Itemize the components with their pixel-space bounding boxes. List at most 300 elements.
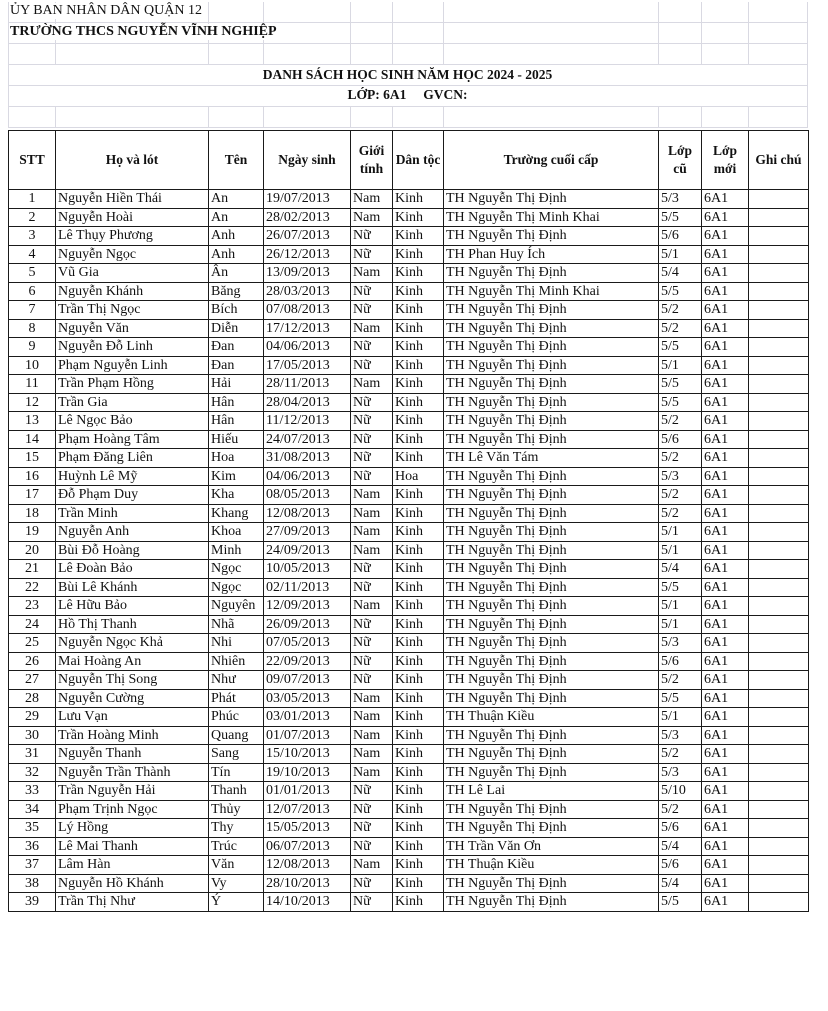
cell-lop-cu: 5/2 (659, 800, 702, 819)
cell-gioi-tinh: Nữ (351, 671, 393, 690)
cell-stt: 32 (9, 763, 56, 782)
cell-ngay-sinh: 28/10/2013 (264, 874, 351, 893)
table-row (9, 819, 809, 838)
cell-truong-cuoi-cap: TH Nguyễn Thị Định (444, 689, 659, 708)
cell-ho-va-lot: Nguyễn Trần Thành (56, 763, 209, 782)
cell-ten: Băng (209, 282, 264, 301)
cell-lop-moi: 6A1 (702, 375, 749, 394)
table-row (9, 467, 809, 486)
cell-ho-va-lot: Hồ Thị Thanh (56, 615, 209, 634)
cell-lop-cu: 5/5 (659, 208, 702, 227)
cell-truong-cuoi-cap: TH Trần Văn Ơn (444, 837, 659, 856)
cell-ghi-chu (749, 319, 809, 338)
cell-lop-moi: 6A1 (702, 837, 749, 856)
cell-lop-cu: 5/6 (659, 856, 702, 875)
cell-ghi-chu (749, 856, 809, 875)
cell-stt: 33 (9, 782, 56, 801)
cell-gioi-tinh: Nữ (351, 819, 393, 838)
cell-gioi-tinh: Nam (351, 763, 393, 782)
cell-lop-moi: 6A1 (702, 819, 749, 838)
table-body (9, 190, 809, 912)
cell-ho-va-lot: Lê Ngọc Bảo (56, 412, 209, 431)
sheet-row-title (8, 65, 808, 86)
cell-lop-moi: 6A1 (702, 393, 749, 412)
cell-lop-moi: 6A1 (702, 227, 749, 246)
cell-dan-toc: Kinh (393, 763, 444, 782)
sheet-row-2 (8, 23, 808, 44)
cell-dan-toc: Kinh (393, 708, 444, 727)
cell-ghi-chu (749, 615, 809, 634)
cell-ngay-sinh: 19/10/2013 (264, 763, 351, 782)
cell-dan-toc: Kinh (393, 689, 444, 708)
cell-lop-cu: 5/1 (659, 597, 702, 616)
cell-ten: Ngọc (209, 560, 264, 579)
cell-ghi-chu (749, 874, 809, 893)
cell-stt: 9 (9, 338, 56, 357)
cell-ghi-chu (749, 486, 809, 505)
cell-truong-cuoi-cap: TH Nguyễn Thị Định (444, 615, 659, 634)
cell-ten: Diễn (209, 319, 264, 338)
cell-ten: An (209, 190, 264, 209)
cell-ghi-chu (749, 708, 809, 727)
cell-ngay-sinh: 27/09/2013 (264, 523, 351, 542)
cell-truong-cuoi-cap: TH Nguyễn Thị Định (444, 726, 659, 745)
table-row (9, 393, 809, 412)
cell-ten: Trúc (209, 837, 264, 856)
cell-truong-cuoi-cap: TH Nguyễn Thị Minh Khai (444, 208, 659, 227)
cell-gioi-tinh: Nữ (351, 412, 393, 431)
cell-lop-moi: 6A1 (702, 560, 749, 579)
cell-gioi-tinh: Nam (351, 597, 393, 616)
cell-ho-va-lot: Trần Nguyễn Hải (56, 782, 209, 801)
cell-lop-cu: 5/5 (659, 578, 702, 597)
cell-gioi-tinh: Nam (351, 504, 393, 523)
cell-ngay-sinh: 31/08/2013 (264, 449, 351, 468)
cell-gioi-tinh: Nam (351, 708, 393, 727)
cell-dan-toc: Kinh (393, 578, 444, 597)
cell-lop-moi: 6A1 (702, 652, 749, 671)
cell-lop-cu: 5/2 (659, 504, 702, 523)
cell-gioi-tinh: Nữ (351, 874, 393, 893)
cell-ho-va-lot: Nguyễn Thị Song (56, 671, 209, 690)
cell-stt: 16 (9, 467, 56, 486)
cell-stt: 25 (9, 634, 56, 653)
cell-ghi-chu (749, 264, 809, 283)
cell-lop-cu: 5/2 (659, 745, 702, 764)
cell-lop-moi: 6A1 (702, 338, 749, 357)
table-row (9, 282, 809, 301)
cell-ghi-chu (749, 467, 809, 486)
cell-lop-moi: 6A1 (702, 486, 749, 505)
cell-stt: 36 (9, 837, 56, 856)
cell-ngay-sinh: 26/07/2013 (264, 227, 351, 246)
cell-ho-va-lot: Trần Thị Như (56, 893, 209, 912)
cell-gioi-tinh: Nữ (351, 893, 393, 912)
cell-truong-cuoi-cap: TH Lê Văn Tám (444, 449, 659, 468)
cell-lop-cu: 5/6 (659, 430, 702, 449)
cell-ho-va-lot: Nguyễn Hiền Thái (56, 190, 209, 209)
cell-lop-cu: 5/3 (659, 634, 702, 653)
cell-ten: Vy (209, 874, 264, 893)
cell-lop-cu: 5/5 (659, 338, 702, 357)
cell-ghi-chu (749, 245, 809, 264)
cell-dan-toc: Kinh (393, 208, 444, 227)
cell-ten: Kha (209, 486, 264, 505)
cell-stt: 4 (9, 245, 56, 264)
cell-ghi-chu (749, 430, 809, 449)
cell-ngay-sinh: 04/06/2013 (264, 467, 351, 486)
cell-ho-va-lot: Huỳnh Lê Mỹ (56, 467, 209, 486)
cell-ngay-sinh: 04/06/2013 (264, 338, 351, 357)
cell-ghi-chu (749, 523, 809, 542)
cell-gioi-tinh: Nữ (351, 227, 393, 246)
cell-lop-cu: 5/5 (659, 893, 702, 912)
cell-ngay-sinh: 07/08/2013 (264, 301, 351, 320)
cell-ten: Đan (209, 338, 264, 357)
cell-ho-va-lot: Phạm Đăng Liên (56, 449, 209, 468)
cell-ho-va-lot: Nguyễn Hoài (56, 208, 209, 227)
cell-ten: Ý (209, 893, 264, 912)
cell-lop-cu: 5/6 (659, 819, 702, 838)
table-row (9, 634, 809, 653)
cell-gioi-tinh: Nữ (351, 800, 393, 819)
table-row (9, 541, 809, 560)
table-row (9, 264, 809, 283)
table-row (9, 856, 809, 875)
cell-ngay-sinh: 07/05/2013 (264, 634, 351, 653)
cell-truong-cuoi-cap: TH Nguyễn Thị Định (444, 541, 659, 560)
cell-lop-moi: 6A1 (702, 856, 749, 875)
cell-ghi-chu (749, 449, 809, 468)
cell-gioi-tinh: Nữ (351, 430, 393, 449)
cell-lop-cu: 5/2 (659, 671, 702, 690)
cell-dan-toc: Kinh (393, 301, 444, 320)
cell-gioi-tinh: Nam (351, 264, 393, 283)
cell-dan-toc: Kinh (393, 745, 444, 764)
cell-ten: Anh (209, 245, 264, 264)
table-row (9, 615, 809, 634)
cell-truong-cuoi-cap: TH Nguyễn Thị Định (444, 800, 659, 819)
cell-ghi-chu (749, 745, 809, 764)
cell-dan-toc: Kinh (393, 560, 444, 579)
cell-lop-moi: 6A1 (702, 763, 749, 782)
cell-lop-moi: 6A1 (702, 782, 749, 801)
cell-lop-moi: 6A1 (702, 541, 749, 560)
cell-dan-toc: Kinh (393, 819, 444, 838)
cell-dan-toc: Kinh (393, 615, 444, 634)
cell-stt: 23 (9, 597, 56, 616)
cell-truong-cuoi-cap: TH Nguyễn Thị Định (444, 393, 659, 412)
cell-ngay-sinh: 28/03/2013 (264, 282, 351, 301)
cell-truong-cuoi-cap: TH Nguyễn Thị Định (444, 671, 659, 690)
cell-ho-va-lot: Bùi Đỗ Hoàng (56, 541, 209, 560)
cell-ten: Ân (209, 264, 264, 283)
cell-dan-toc: Kinh (393, 597, 444, 616)
cell-truong-cuoi-cap: TH Nguyễn Thị Định (444, 597, 659, 616)
cell-ho-va-lot: Trần Minh (56, 504, 209, 523)
cell-lop-cu: 5/3 (659, 763, 702, 782)
cell-stt: 6 (9, 282, 56, 301)
cell-ten: Minh (209, 541, 264, 560)
table-row (9, 523, 809, 542)
cell-gioi-tinh: Nữ (351, 301, 393, 320)
cell-gioi-tinh: Nam (351, 689, 393, 708)
table-row (9, 301, 809, 320)
cell-ho-va-lot: Nguyễn Anh (56, 523, 209, 542)
cell-ten: Phúc (209, 708, 264, 727)
cell-dan-toc: Kinh (393, 486, 444, 505)
cell-ten: Anh (209, 227, 264, 246)
cell-ten: Khoa (209, 523, 264, 542)
col-header-ngay-sinh: Ngày sinh (264, 131, 351, 190)
cell-ngay-sinh: 26/09/2013 (264, 615, 351, 634)
cell-gioi-tinh: Nữ (351, 578, 393, 597)
sheet-row-subtitle (8, 86, 808, 107)
cell-ten: Thy (209, 819, 264, 838)
cell-dan-toc: Kinh (393, 412, 444, 431)
cell-dan-toc: Kinh (393, 245, 444, 264)
table-row (9, 486, 809, 505)
cell-ten: Nhiên (209, 652, 264, 671)
cell-lop-moi: 6A1 (702, 504, 749, 523)
cell-ten: Ngọc (209, 578, 264, 597)
table-row (9, 837, 809, 856)
cell-lop-cu: 5/2 (659, 486, 702, 505)
cell-lop-cu: 5/5 (659, 689, 702, 708)
cell-lop-moi: 6A1 (702, 597, 749, 616)
cell-truong-cuoi-cap: TH Nguyễn Thị Định (444, 893, 659, 912)
cell-lop-cu: 5/1 (659, 356, 702, 375)
cell-ghi-chu (749, 338, 809, 357)
cell-ngay-sinh: 24/09/2013 (264, 541, 351, 560)
cell-truong-cuoi-cap: TH Nguyễn Thị Định (444, 264, 659, 283)
cell-truong-cuoi-cap: TH Nguyễn Thị Định (444, 227, 659, 246)
table-row (9, 763, 809, 782)
cell-ghi-chu (749, 893, 809, 912)
cell-stt: 18 (9, 504, 56, 523)
cell-lop-cu: 5/10 (659, 782, 702, 801)
cell-ten: Hân (209, 393, 264, 412)
cell-truong-cuoi-cap: TH Nguyễn Thị Định (444, 190, 659, 209)
cell-truong-cuoi-cap: TH Nguyễn Thị Định (444, 819, 659, 838)
cell-ngay-sinh: 12/08/2013 (264, 504, 351, 523)
cell-ngay-sinh: 01/07/2013 (264, 726, 351, 745)
cell-dan-toc: Kinh (393, 523, 444, 542)
cell-ngay-sinh: 13/09/2013 (264, 264, 351, 283)
cell-lop-cu: 5/5 (659, 393, 702, 412)
cell-stt: 20 (9, 541, 56, 560)
cell-dan-toc: Kinh (393, 227, 444, 246)
cell-lop-cu: 5/2 (659, 449, 702, 468)
cell-ten: Bích (209, 301, 264, 320)
cell-ngay-sinh: 09/07/2013 (264, 671, 351, 690)
table-row (9, 227, 809, 246)
cell-lop-moi: 6A1 (702, 430, 749, 449)
cell-dan-toc: Kinh (393, 782, 444, 801)
table-row (9, 597, 809, 616)
cell-ho-va-lot: Phạm Trịnh Ngọc (56, 800, 209, 819)
cell-ten: Hiếu (209, 430, 264, 449)
table-row (9, 671, 809, 690)
cell-ho-va-lot: Trần Hoàng Minh (56, 726, 209, 745)
cell-ghi-chu (749, 671, 809, 690)
cell-lop-cu: 5/1 (659, 708, 702, 727)
cell-lop-cu: 5/5 (659, 282, 702, 301)
cell-ngay-sinh: 12/07/2013 (264, 800, 351, 819)
cell-dan-toc: Kinh (393, 800, 444, 819)
cell-ho-va-lot: Lâm Hàn (56, 856, 209, 875)
col-header-ghi-chu: Ghi chú (749, 131, 809, 190)
cell-ho-va-lot: Phạm Hoàng Tâm (56, 430, 209, 449)
cell-gioi-tinh: Nữ (351, 782, 393, 801)
cell-ngay-sinh: 14/10/2013 (264, 893, 351, 912)
cell-gioi-tinh: Nam (351, 745, 393, 764)
cell-ten: An (209, 208, 264, 227)
cell-truong-cuoi-cap: TH Nguyễn Thị Định (444, 356, 659, 375)
cell-stt: 7 (9, 301, 56, 320)
cell-ghi-chu (749, 208, 809, 227)
cell-lop-moi: 6A1 (702, 708, 749, 727)
cell-truong-cuoi-cap: TH Nguyễn Thị Định (444, 486, 659, 505)
cell-ho-va-lot: Lê Mai Thanh (56, 837, 209, 856)
cell-ngay-sinh: 12/09/2013 (264, 597, 351, 616)
org-name: ỦY BAN NHÂN DÂN QUẬN 12 (10, 3, 202, 18)
cell-stt: 2 (9, 208, 56, 227)
sheet-row-3 (8, 44, 808, 65)
cell-ghi-chu (749, 782, 809, 801)
cell-lop-cu: 5/6 (659, 652, 702, 671)
cell-lop-cu: 5/1 (659, 615, 702, 634)
cell-lop-moi: 6A1 (702, 208, 749, 227)
cell-ngay-sinh: 03/05/2013 (264, 689, 351, 708)
table-row (9, 708, 809, 727)
col-header-dan-toc: Dân tộc (393, 131, 444, 190)
col-header-ho-va-lot: Họ và lót (56, 131, 209, 190)
cell-ghi-chu (749, 282, 809, 301)
cell-stt: 31 (9, 745, 56, 764)
cell-gioi-tinh: Nữ (351, 393, 393, 412)
cell-ho-va-lot: Nguyễn Đỗ Linh (56, 338, 209, 357)
cell-lop-moi: 6A1 (702, 726, 749, 745)
cell-truong-cuoi-cap: TH Phan Huy Ích (444, 245, 659, 264)
cell-ten: Sang (209, 745, 264, 764)
table-row (9, 319, 809, 338)
table-row (9, 560, 809, 579)
cell-dan-toc: Kinh (393, 449, 444, 468)
cell-stt: 8 (9, 319, 56, 338)
cell-lop-cu: 5/1 (659, 541, 702, 560)
cell-truong-cuoi-cap: TH Nguyễn Thị Định (444, 634, 659, 653)
cell-ho-va-lot: Lưu Vạn (56, 708, 209, 727)
cell-gioi-tinh: Nữ (351, 449, 393, 468)
cell-ngay-sinh: 11/12/2013 (264, 412, 351, 431)
cell-truong-cuoi-cap: TH Nguyễn Thị Định (444, 745, 659, 764)
cell-lop-cu: 5/4 (659, 560, 702, 579)
cell-lop-moi: 6A1 (702, 893, 749, 912)
cell-ghi-chu (749, 597, 809, 616)
cell-ten: Thủy (209, 800, 264, 819)
cell-stt: 12 (9, 393, 56, 412)
cell-truong-cuoi-cap: TH Thuận Kiều (444, 856, 659, 875)
cell-lop-moi: 6A1 (702, 800, 749, 819)
cell-lop-moi: 6A1 (702, 689, 749, 708)
cell-stt: 27 (9, 671, 56, 690)
cell-gioi-tinh: Nữ (351, 634, 393, 653)
cell-truong-cuoi-cap: TH Lê Lai (444, 782, 659, 801)
cell-lop-moi: 6A1 (702, 874, 749, 893)
cell-stt: 34 (9, 800, 56, 819)
table-header-row (9, 131, 809, 190)
cell-dan-toc: Kinh (393, 430, 444, 449)
cell-dan-toc: Kinh (393, 634, 444, 653)
cell-lop-moi: 6A1 (702, 190, 749, 209)
cell-ghi-chu (749, 726, 809, 745)
cell-truong-cuoi-cap: TH Nguyễn Thị Định (444, 523, 659, 542)
cell-ho-va-lot: Lê Thụy Phương (56, 227, 209, 246)
cell-gioi-tinh: Nam (351, 856, 393, 875)
cell-ten: Hân (209, 412, 264, 431)
cell-ghi-chu (749, 763, 809, 782)
cell-ngay-sinh: 08/05/2013 (264, 486, 351, 505)
cell-lop-moi: 6A1 (702, 634, 749, 653)
cell-dan-toc: Kinh (393, 893, 444, 912)
cell-stt: 22 (9, 578, 56, 597)
cell-stt: 38 (9, 874, 56, 893)
table-row (9, 356, 809, 375)
cell-dan-toc: Kinh (393, 282, 444, 301)
cell-gioi-tinh: Nam (351, 208, 393, 227)
cell-lop-moi: 6A1 (702, 449, 749, 468)
cell-gioi-tinh: Nữ (351, 652, 393, 671)
cell-lop-cu: 5/1 (659, 245, 702, 264)
cell-lop-cu: 5/3 (659, 726, 702, 745)
cell-ho-va-lot: Nguyễn Ngọc Khả (56, 634, 209, 653)
cell-truong-cuoi-cap: TH Nguyễn Thị Định (444, 301, 659, 320)
cell-ngay-sinh: 15/05/2013 (264, 819, 351, 838)
cell-ten: Kim (209, 467, 264, 486)
cell-gioi-tinh: Nam (351, 726, 393, 745)
cell-ngay-sinh: 12/08/2013 (264, 856, 351, 875)
cell-dan-toc: Kinh (393, 393, 444, 412)
table-row (9, 893, 809, 912)
cell-ghi-chu (749, 190, 809, 209)
cell-lop-moi: 6A1 (702, 356, 749, 375)
cell-ghi-chu (749, 541, 809, 560)
cell-truong-cuoi-cap: TH Nguyễn Thị Định (444, 430, 659, 449)
student-list-table (8, 130, 809, 912)
cell-dan-toc: Kinh (393, 856, 444, 875)
cell-ten: Phát (209, 689, 264, 708)
table-row (9, 800, 809, 819)
cell-lop-cu: 5/2 (659, 301, 702, 320)
cell-ghi-chu (749, 504, 809, 523)
cell-ho-va-lot: Bùi Lê Khánh (56, 578, 209, 597)
table-row (9, 689, 809, 708)
cell-stt: 1 (9, 190, 56, 209)
cell-dan-toc: Kinh (393, 504, 444, 523)
cell-stt: 14 (9, 430, 56, 449)
cell-ten: Hải (209, 375, 264, 394)
cell-ghi-chu (749, 689, 809, 708)
col-header-gioi-tinh: Giới tính (351, 131, 393, 190)
table-row (9, 208, 809, 227)
table-row (9, 745, 809, 764)
cell-lop-moi: 6A1 (702, 523, 749, 542)
cell-lop-cu: 5/4 (659, 837, 702, 856)
cell-lop-moi: 6A1 (702, 578, 749, 597)
table-row (9, 726, 809, 745)
cell-truong-cuoi-cap: TH Nguyễn Thị Định (444, 652, 659, 671)
